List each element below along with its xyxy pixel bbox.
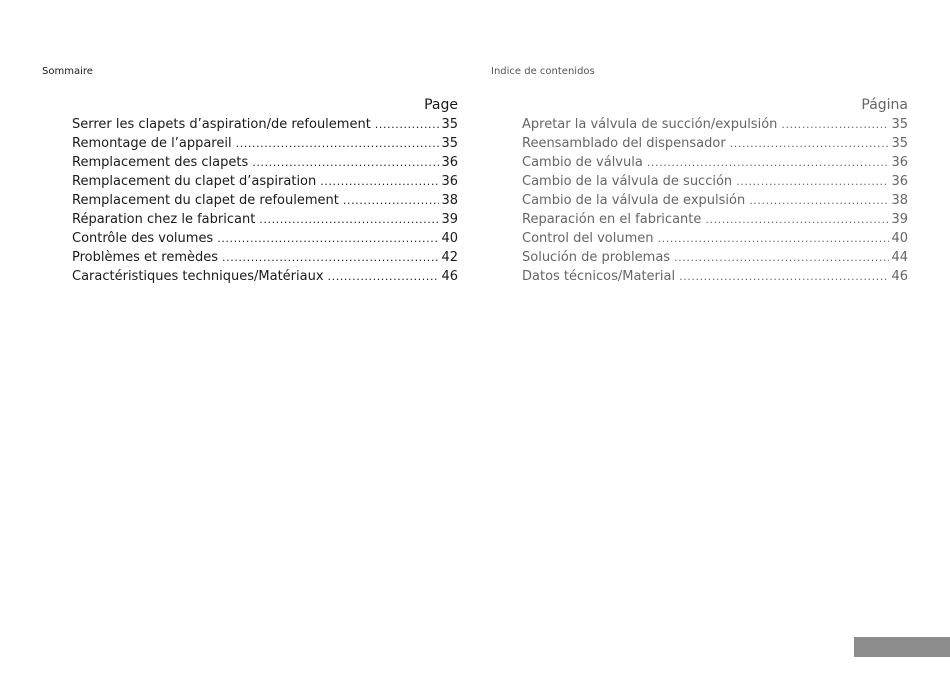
toc-entry-page: 35 [891, 117, 908, 132]
toc-entry [522, 229, 908, 248]
toc-entry [522, 153, 908, 172]
toc-entry [72, 153, 458, 172]
toc-entry [72, 229, 458, 248]
dot-leader [736, 172, 889, 191]
toc-entry-page: 38 [441, 193, 458, 208]
toc-entry [522, 191, 908, 210]
toc-entry-title: Remplacement des clapets [72, 155, 249, 170]
toc-entry [522, 172, 908, 191]
toc-entry [522, 248, 908, 267]
dot-leader [328, 267, 440, 286]
dot-leader [658, 229, 890, 248]
toc-entry-title: Remplacement du clapet d’aspiration [72, 174, 317, 189]
toc-entry-title: Problèmes et remèdes [72, 250, 219, 265]
dot-leader [705, 210, 889, 229]
toc-entry-page: 38 [891, 193, 908, 208]
toc-entry-page: 44 [891, 250, 908, 265]
toc-entry [72, 172, 458, 191]
toc-entry-page: 35 [441, 117, 458, 132]
toc-entry [522, 267, 908, 286]
toc-entry [72, 210, 458, 229]
toc-entry-title: Datos técnicos/Material [522, 269, 676, 284]
dot-leader [343, 191, 440, 210]
toc-entry [522, 134, 908, 153]
toc-entry-title: Reparación en el fabricante [522, 212, 702, 227]
dot-leader [259, 210, 439, 229]
toc-entry-page: 42 [441, 250, 458, 265]
toc-entry-title: Control del volumen [522, 231, 654, 246]
dot-leader [375, 115, 440, 134]
dot-leader [674, 248, 889, 267]
toc-entry-title: Cambio de válvula [522, 155, 643, 170]
section-label-spanish: Indice de contenidos [491, 66, 595, 77]
toc-entry-title: Cambio de la válvula de succión [522, 174, 733, 189]
toc-entry [72, 191, 458, 210]
toc-entry-page: 40 [441, 231, 458, 246]
dot-leader [252, 153, 439, 172]
page-column-heading: Page [424, 97, 458, 113]
toc-entry [72, 248, 458, 267]
toc-entry-title: Solución de problemas [522, 250, 671, 265]
toc-entry-title: Contrôle des volumes [72, 231, 214, 246]
toc-entry [72, 267, 458, 286]
section-label-french: Sommaire [42, 66, 93, 77]
dot-leader [730, 134, 890, 153]
dot-leader [679, 267, 889, 286]
toc-entry-title: Remplacement du clapet de refoulement [72, 193, 339, 208]
toc-entry-page: 36 [891, 155, 908, 170]
dot-leader [217, 229, 439, 248]
toc-entry-title: Remontage de l’appareil [72, 136, 232, 151]
toc-entry-page: 46 [441, 269, 458, 284]
page-edge-tab [854, 637, 950, 657]
toc-entry-title: Apretar la válvula de succión/expulsión [522, 117, 778, 132]
dot-leader [647, 153, 890, 172]
toc-entry-page: 36 [441, 174, 458, 189]
toc-entry-page: 39 [891, 212, 908, 227]
toc-entry [72, 115, 458, 134]
dot-leader [781, 115, 889, 134]
toc-entry-title: Réparation chez le fabricant [72, 212, 256, 227]
dot-leader [320, 172, 439, 191]
dot-leader [236, 134, 440, 153]
toc-entry-title: Serrer les clapets d’aspiration/de refoulement [72, 117, 371, 132]
toc-spanish [522, 96, 908, 286]
page-column-heading: Página [861, 97, 908, 113]
dot-leader [749, 191, 889, 210]
toc-entry-title: Cambio de la válvula de expulsión [522, 193, 746, 208]
toc-entry [522, 210, 908, 229]
toc-french [72, 96, 458, 286]
toc-entry [522, 115, 908, 134]
toc-entry-page: 39 [441, 212, 458, 227]
toc-entry-title: Reensamblado del dispensador [522, 136, 726, 151]
toc-entry-page: 40 [891, 231, 908, 246]
toc-entry-page: 36 [891, 174, 908, 189]
toc-entry [72, 134, 458, 153]
toc-entry-page: 36 [441, 155, 458, 170]
toc-entry-title: Caractéristiques techniques/Matériaux [72, 269, 324, 284]
toc-entry-page: 46 [891, 269, 908, 284]
dot-leader [222, 248, 439, 267]
toc-entry-page: 35 [441, 136, 458, 151]
toc-entry-page: 35 [891, 136, 908, 151]
